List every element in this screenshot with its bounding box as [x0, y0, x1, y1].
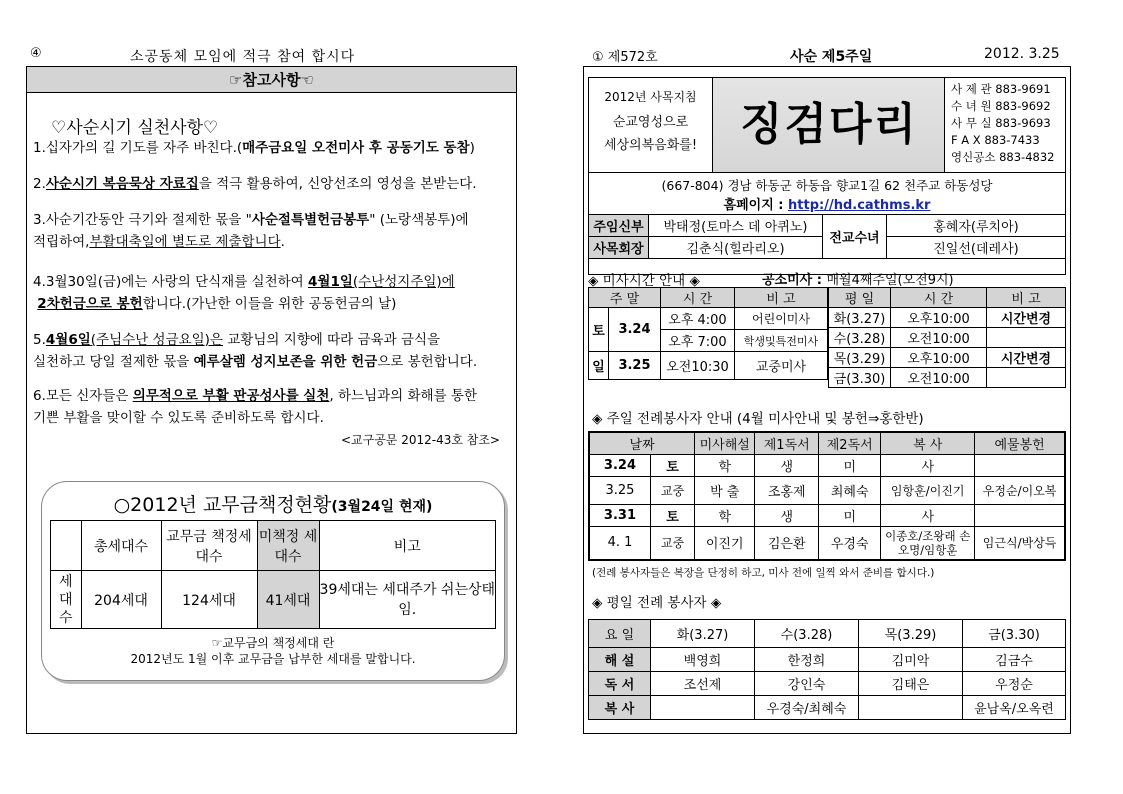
weekday-servers-header: 목(3.29): [859, 620, 963, 648]
reference: <교구공문 2012-43호 참조>: [340, 433, 500, 447]
section-title: ♡사순시기 실천사항♡: [51, 118, 219, 138]
status-value: 204세대: [81, 571, 161, 629]
weekend-time: 오후 4:00: [661, 308, 735, 330]
weekday-servers-cell: 조선제: [651, 672, 755, 696]
weekday-servers-cell: 윤남옥/오옥련: [963, 696, 1066, 720]
sunday-date: 3.24: [589, 454, 650, 476]
sunday-note: (전례 봉사자들은 복장을 단정히 하고, 미사 전에 일찍 와서 준비를 합시다.): [592, 567, 935, 579]
status-value: 124세대: [161, 571, 257, 629]
weekday-servers-role: 해 설: [589, 648, 651, 672]
status-row-label: 세대수: [51, 571, 82, 629]
sunday-cell: 우정순/이오복: [975, 476, 1065, 504]
sunday-date: 3.31: [589, 504, 650, 526]
sunday-cell: [975, 504, 1065, 526]
item-1: 1.십자가의 길 기도를 자주 바친다.(매주금요일 오전미사 후 공동기도 동참): [33, 140, 475, 156]
status-value: 41세대: [257, 571, 319, 629]
motto-box: 2012년 사목지침 순교영성으로 세상의복음화를!: [589, 78, 713, 172]
status-title: ○2012년 교무금책정현황(3월24일 현재): [113, 494, 433, 516]
staff-value: 홍혜자(루치아): [887, 215, 1066, 237]
status-note-1: ☞교무금의 책정세대 란: [211, 636, 335, 650]
weekday-day: 수(3.28): [829, 328, 891, 348]
item-3: 3.사순기간동안 극기와 절제한 몫을 "사순절특별헌금봉투" (노랑색봉투)에 적립하여,부활대축일에 별도로 제출합니다.: [33, 212, 469, 250]
left-header: 소공동체 모임에 적극 참여 합시다: [130, 49, 356, 65]
sunday-header: 날짜: [589, 432, 695, 454]
sunday-cell: 미: [819, 504, 881, 526]
weekend-day: 토: [589, 308, 609, 352]
sunday-cell: 사: [881, 504, 975, 526]
status-note-2: 2012년도 1월 이후 교무금을 납부한 세대를 말합니다.: [130, 652, 416, 666]
staff-value: 진일선(데레사): [887, 237, 1066, 259]
mission-mass: 공소미사 : 매월4째주일(오전9시): [762, 273, 954, 288]
sunday-cell: [975, 454, 1065, 476]
sunday-header: 제2독서: [819, 432, 881, 454]
sunday-type: 토: [650, 504, 694, 526]
week-title: 사순 제5주일: [790, 49, 873, 65]
weekday-time: 오후10:00: [891, 308, 987, 328]
sunday-cell: 우경숙: [819, 526, 881, 560]
staff-table: [588, 214, 1066, 259]
weekend-date: 3.24: [609, 308, 661, 352]
logo-box: [713, 78, 945, 172]
address: (667-804) 경남 하동군 하동읍 향교1길 62 천주교 하동성당: [661, 178, 993, 193]
status-box: [41, 481, 505, 681]
status-header: 총세대수: [81, 521, 161, 571]
left-page-number: ④: [30, 46, 42, 61]
weekend-note: 학생및특전미사: [735, 330, 828, 352]
weekday-servers-cell: 김태은: [859, 672, 963, 696]
weekend-mass-table: [588, 287, 828, 380]
sunday-cell: 최혜숙: [819, 476, 881, 504]
sunday-cell: 학: [695, 504, 755, 526]
sunday-header: 제1독서: [755, 432, 819, 454]
weekday-servers-cell: 김미악: [859, 648, 963, 672]
weekday-note: 시간변경: [987, 308, 1066, 328]
weekday-note: 시간변경: [987, 348, 1066, 368]
status-header: 미책정 세대수: [257, 521, 319, 571]
item-4: 4.3월30일(금)에는 사랑의 단식재를 실천하여 4월1일(수난성지주일)에 2차헌금으로 봉헌합니다.(가난한 이들을 위한 공동헌금의 날): [33, 274, 455, 312]
item-5: 5.4월6일(주님수난 성금요일)은 교황님의 지향에 따라 금육과 금식을 실천하고 당일 절제한 몫을 예루살렘 성지보존을 위한 헌금으로 봉헌합니다.: [33, 332, 478, 370]
sunday-servers-table: [588, 431, 1066, 561]
weekday-time: 오전10:00: [891, 368, 987, 388]
weekday-servers-cell: 김금수: [963, 648, 1066, 672]
weekday-note: [987, 368, 1066, 388]
weekday-servers-cell: [651, 696, 755, 720]
sunday-cell: 김은환: [755, 526, 819, 560]
weekend-date: 3.25: [609, 352, 661, 380]
sunday-cell: 생: [755, 504, 819, 526]
weekday-note: [987, 328, 1066, 348]
weekday-servers-header: 금(3.30): [963, 620, 1066, 648]
weekend-header: 비 고: [735, 288, 828, 308]
issue-date: 2012. 3.25: [984, 46, 1060, 62]
weekday-header: 시 간: [891, 288, 987, 308]
weekday-servers-cell: [859, 696, 963, 720]
staff-label: 전교수녀: [823, 215, 887, 259]
mass-title: ◈ 미사시간 안내 ◈: [588, 273, 700, 289]
weekday-day: 금(3.30): [829, 368, 891, 388]
sunday-cell: 생: [755, 454, 819, 476]
sunday-date: 4. 1: [589, 526, 650, 560]
weekday-day: 목(3.29): [829, 348, 891, 368]
homepage: 홈페이지 : http://hd.cathms.kr: [723, 198, 931, 213]
sunday-cell: 박 출: [695, 476, 755, 504]
box-title: ☞참고사항☜: [27, 67, 516, 93]
item-2: 2.사순시기 복음묵상 자료집을 적극 활용하여, 신앙선조의 영성을 본받는다.: [33, 176, 477, 192]
weekday-header: 평 일: [829, 288, 891, 308]
sunday-type: 교중: [650, 526, 694, 560]
sunday-servers-title: ◈ 주일 전례봉사자 안내 (4월 미사안내 및 봉헌⇒홍한반): [592, 411, 924, 427]
weekday-servers-header: 화(3.27): [651, 620, 755, 648]
status-header: 교무금 책정세대수: [161, 521, 257, 571]
masthead: [588, 77, 1066, 275]
staff-value: 박태정(토마스 데 아퀴노): [649, 215, 823, 237]
weekday-day: 화(3.27): [829, 308, 891, 328]
sunday-type: 토: [650, 454, 694, 476]
weekday-servers-cell: 강인숙: [755, 672, 859, 696]
weekday-servers-table: [588, 619, 1066, 720]
sunday-header: 미사해설: [695, 432, 755, 454]
left-panel: [26, 66, 517, 734]
weekend-time: 오전10:30: [661, 352, 735, 380]
weekday-servers-title: ◈ 평일 전례 봉사자 ◈: [592, 595, 722, 611]
sunday-cell: 이종호/조왕래 손오명/임항훈: [881, 526, 975, 560]
sunday-cell: 임근식/박상득: [975, 526, 1065, 560]
right-panel: [583, 66, 1071, 734]
weekend-note: 어린이미사: [735, 308, 828, 330]
status-table: [50, 520, 496, 629]
sunday-cell: 학: [695, 454, 755, 476]
weekend-note: 교중미사: [735, 352, 828, 380]
weekday-header: 비 고: [987, 288, 1066, 308]
staff-value: 김춘식(힐라리오): [649, 237, 823, 259]
weekday-servers-cell: 우경숙/최혜숙: [755, 696, 859, 720]
weekday-servers-header: 수(3.28): [755, 620, 859, 648]
weekday-servers-role: 독 서: [589, 672, 651, 696]
weekend-header: 주 말: [589, 288, 661, 308]
issue-number: ① 제572호: [592, 50, 658, 65]
sunday-cell: 조홍제: [755, 476, 819, 504]
sunday-cell: 이진기: [695, 526, 755, 560]
logo-text: 징검다리: [739, 99, 918, 150]
weekend-header: 시 간: [661, 288, 735, 308]
weekend-time: 오후 7:00: [661, 330, 735, 352]
weekday-servers-header: 요 일: [589, 620, 651, 648]
sunday-cell: 임항훈/이진기: [881, 476, 975, 504]
weekday-servers-cell: 우정순: [963, 672, 1066, 696]
item-6: 6.모든 신자들은 의무적으로 부활 판공성사를 실천, 하느님과의 화해를 통한 기쁜 부활을 맞이할 수 있도록 준비하도록 합시다.: [33, 388, 477, 426]
weekday-servers-cell: 백영희: [651, 648, 755, 672]
staff-label: 사목회장: [589, 237, 649, 259]
sunday-header: 예물봉헌: [975, 432, 1065, 454]
sunday-date: 3.25: [589, 476, 650, 504]
sunday-type: 교중: [650, 476, 694, 504]
sunday-cell: 사: [881, 454, 975, 476]
staff-label: 주임신부: [589, 215, 649, 237]
homepage-link[interactable]: http://hd.cathms.kr: [788, 198, 931, 213]
weekday-servers-role: 복 사: [589, 696, 651, 720]
contacts: 사 제 관 883-9691 수 녀 원 883-9692 사 무 실 883-9693 F A X 883-7433 영신공소 883-4832: [951, 82, 1055, 164]
weekday-mass-table: [828, 287, 1066, 388]
sunday-header: 복 사: [881, 432, 975, 454]
sunday-cell: 미: [819, 454, 881, 476]
status-value: 39세대는 세대주가 쉬는상태 임.: [319, 571, 495, 629]
weekday-time: 오전10:00: [891, 328, 987, 348]
status-header: 비고: [319, 521, 495, 571]
weekday-time: 오후10:00: [891, 348, 987, 368]
weekend-day: 일: [589, 352, 609, 380]
weekday-servers-cell: 한정희: [755, 648, 859, 672]
